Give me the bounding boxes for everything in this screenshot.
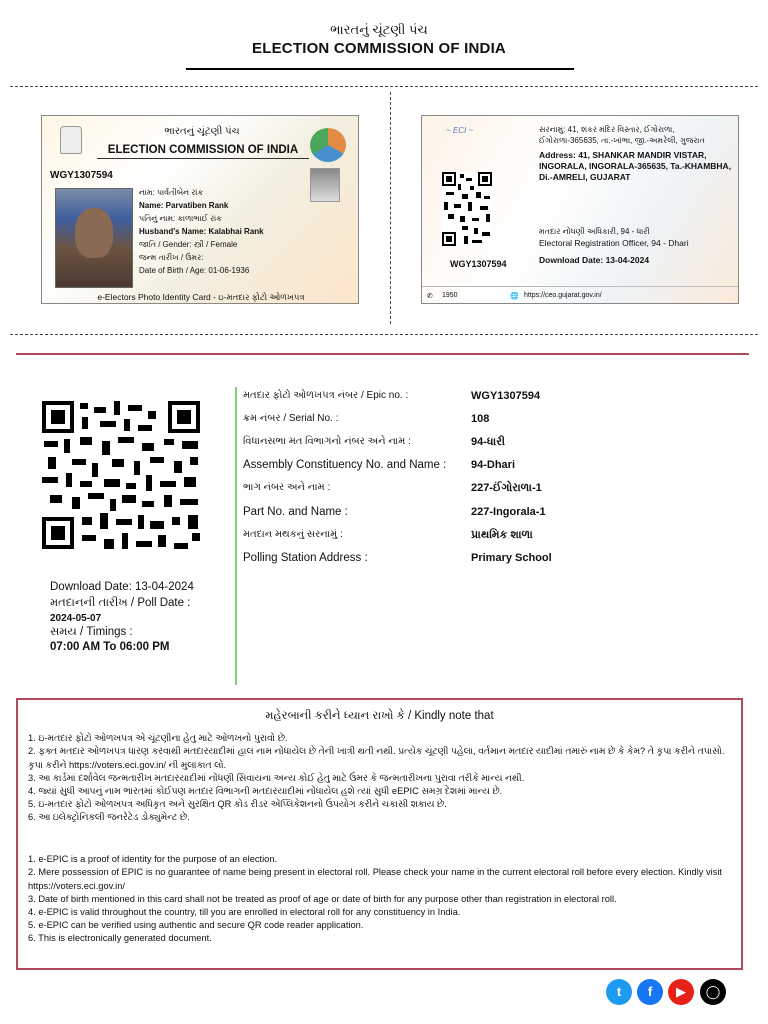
vertical-separator xyxy=(235,387,237,685)
husband-gujarati: પતિનું નામ: કાળાભાઈ રાંક xyxy=(139,214,222,223)
header-title-gujarati: ભારતનું ચૂંટણી પંચ xyxy=(330,22,428,37)
phone-icon: ✆ xyxy=(427,293,433,300)
card-back-epic: WGY1307594 xyxy=(450,259,507,269)
card-front-footer: e-Electors Photo Identity Card - ઇ-મતદાર ફોટો ઓળખપત્ર xyxy=(97,292,305,302)
ero-gujarati: મતદાર નોંધણી અધિકારી, 94 - ધારી xyxy=(539,227,650,236)
poll-date-label: મતદાનની તારીખ / Poll Date : xyxy=(50,597,191,609)
voter-photo-face xyxy=(75,208,113,258)
section-divider xyxy=(16,353,749,355)
husband-english: Husband's Name: Kalabhai Rank xyxy=(139,227,264,236)
timings-label: સમય / Timings : xyxy=(50,626,133,638)
cut-line-bottom xyxy=(10,334,758,335)
card-front-title-gujarati: ભારતનું ચૂંટણી પંચ xyxy=(164,126,240,137)
detail-label: ક્રમ નંબર / Serial No. : xyxy=(243,413,339,424)
note-gujarati: 6. આ ઇલેક્ટ્રોનિકલી જનરેટેડ ડોક્યુમેન્ટ છે. xyxy=(28,812,190,822)
detail-value: પ્રાથમિક શાળા xyxy=(471,529,533,541)
detail-label: Assembly Constituency No. and Name : xyxy=(243,459,447,471)
dob-gujarati: જન્મ તારીખ / ઉંમર: xyxy=(139,253,204,262)
timings-value: 07:00 AM To 06:00 PM xyxy=(50,641,170,653)
card-back-download-date: Download Date: 13-04-2024 xyxy=(539,255,650,265)
card-front-epic: WGY1307594 xyxy=(50,170,113,181)
notes-box xyxy=(16,698,743,970)
facebook-icon[interactable]: f xyxy=(637,979,663,1005)
address-gujarati: સરનામું: 41, શંકર મંદિર વિસ્તાર, ઈંગોરાળા, ઈંગોરાળા-365635, તા.-ખાંભા, જી.-અમરેલી, ગુજરાત xyxy=(539,125,705,145)
note-english: 6. This is electronically generated document. xyxy=(28,933,212,943)
card-front-title-underline xyxy=(97,158,309,159)
cut-line-vertical xyxy=(390,92,391,324)
detail-label: મતદાન મથકનું સરનામું : xyxy=(243,529,343,540)
card-qr-code xyxy=(442,172,492,246)
epic-card-front xyxy=(41,115,359,304)
epic-card-back xyxy=(421,115,739,304)
note-gujarati: 4. જ્યાં સુધી આપનું નામ ભારતમાં કોઈપણ મતદાર વિભાગની મતદારયાદીમાં નોંધાયેલ હશે ત્યાં સુધી eEPIC સમગ્ર દેશમાં માન્ય છે. xyxy=(28,786,503,796)
note-english: 1. e-EPIC is a proof of identity for the purpose of an election. xyxy=(28,854,278,864)
gender: જાતિ / Gender: સ્ત્રી / Female xyxy=(139,240,238,249)
detail-label: વિધાનસભા મત વિભાગનો નંબર અને નામ : xyxy=(243,436,411,447)
header-title-english: ELECTION COMMISSION OF INDIA xyxy=(252,40,506,57)
note-english: 5. e-EPIC can be verified using authentic and secure QR code reader application. xyxy=(28,920,364,930)
card-back-footer xyxy=(422,286,739,304)
detail-label: Polling Station Address : xyxy=(243,552,368,564)
address-english: Address: 41, SHANKAR MANDIR VISTAR, INGORALA, INGORALA-365635, Ta.-KHAMBHA, Di.-AMRELI, GUJARAT xyxy=(539,150,732,182)
detail-value: 227-ઈંગોરાળા-1 xyxy=(471,482,542,494)
eci-signature-icon: ~ ECI ~ xyxy=(446,126,474,135)
voter-qr-code xyxy=(42,401,210,559)
note-gujarati: 5. ઇ-મતદાર ફોટો ઓળખપત્ર અધિકૃત અને સુરક્ષિત QR કોડ રીડર એપ્લિકેશનનો ઉપયોગ કરીને ચકાસી શકાય છે. xyxy=(28,799,447,809)
cut-line-top xyxy=(10,86,758,87)
detail-value: 108 xyxy=(471,413,490,425)
name-gujarati: નામ: પાર્વતીબેન રાંક xyxy=(139,188,204,197)
youtube-icon[interactable]: ▶ xyxy=(668,979,694,1005)
note-english: 4. e-EPIC is valid throughout the country, till you are enrolled in electoral roll for any constituency in India. xyxy=(28,907,461,917)
card-front-title-english: ELECTION COMMISSION OF INDIA xyxy=(107,144,299,156)
dob-english: Date of Birth / Age: 01-06-1936 xyxy=(139,266,250,275)
detail-label: ભાગ નંબર અને નામ : xyxy=(243,482,331,493)
national-emblem-icon xyxy=(60,126,82,154)
voter-photo-small xyxy=(310,168,340,202)
note-gujarati: 3. આ કાર્ડમાં દર્શાવેલ જન્મતારીખ મતદારયાદીમાં નોંધણી સિવાયના અન્ય કોઈ હેતુ માટે ઉંમર કે જન્મતારીખના પુરાવા તરીકે માન્ય નથી. xyxy=(28,773,525,783)
ceo-url: https://ceo.gujarat.gov.in/ xyxy=(524,292,602,299)
globe-icon: 🌐 xyxy=(510,293,519,300)
download-date: Download Date: 13-04-2024 xyxy=(50,581,194,593)
instagram-icon[interactable]: ◯ xyxy=(700,979,726,1005)
detail-value: 227-Ingorala-1 xyxy=(471,506,546,518)
note-gujarati: 1. ઇ-મતદાર ફોટો ઓળખપત્ર એ ચૂંટણીના હેતુ માટે ઓળખનો પુરાવો છે. xyxy=(28,733,288,743)
detail-value: 94-Dhari xyxy=(471,459,516,471)
note-gujarati: 2. ફક્ત મતદાર ઓળખપત્ર ધારણ કરવાથી મતદારયાદીમાં હાલ નામ નોંધાયેલ છે તેની ખાત્રી થતી નથી. પ્રત્યેક ચૂંટણી પહેલા, વર્તમાન મતદાર યાદીમાં તમારું નામ છે કે કેમ? તે કૃપા કરીને તપાસો. કૃપા કરીને https://voters.eci.gov.in/ ની મુલાકાત લો. xyxy=(28,746,725,770)
name-english: Name: Parvatiben Rank xyxy=(139,201,229,210)
poll-date-value: 2024-05-07 xyxy=(50,613,102,624)
detail-value: 94-ધારી xyxy=(471,436,506,448)
eci-logo-icon xyxy=(310,128,346,162)
detail-value: WGY1307594 xyxy=(471,390,541,402)
header-underline xyxy=(186,68,574,70)
detail-label: મતદાર ફોટો ઓળખપત્ર નંબર / Epic no. : xyxy=(243,390,409,401)
note-english: 3. Date of birth mentioned in this card shall not be treated as proof of age or date of birth for any purpose other than registration in electoral roll. xyxy=(28,894,617,904)
notes-title: મહેરબાની કરીને ધ્યાન રાખો કે / Kindly note that xyxy=(265,710,494,722)
detail-label: Part No. and Name : xyxy=(243,506,348,518)
helpline-number: 1950 xyxy=(442,292,458,299)
note-english: 2. Mere possession of EPIC is no guarantee of name being present in electoral roll. Please check your name in the current electoral roll before every election. Kindly visit https://voters.eci.gov.in/ xyxy=(28,867,723,891)
twitter-icon[interactable]: t xyxy=(606,979,632,1005)
detail-value: Primary School xyxy=(471,552,552,564)
ero-english: Electoral Registration Officer, 94 - Dhari xyxy=(539,238,689,248)
